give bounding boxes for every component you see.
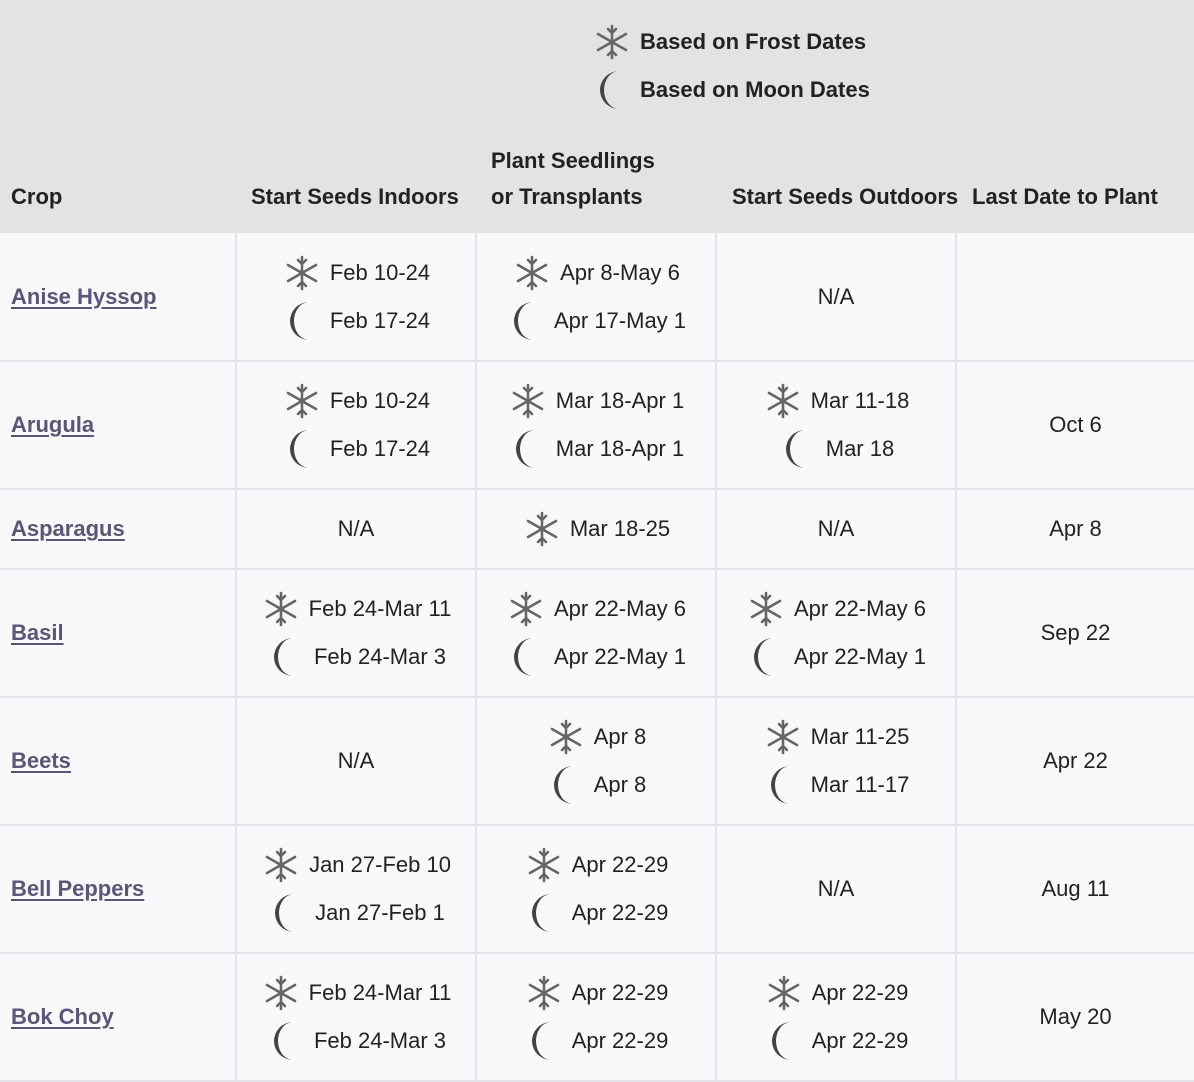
frost-date-entry [763,377,910,425]
frost-date-entry [261,969,452,1017]
crop-link[interactable]: Beets [11,748,71,773]
crescent-moon-icon [266,636,306,678]
table-row [0,569,1194,697]
indoors-dates [237,249,475,345]
outdoors-cell [716,697,956,825]
snowflake-icon [282,383,322,419]
outdoors-dates [717,377,955,473]
col-header-transplant [491,143,655,215]
outdoors-cell [716,233,956,361]
snowflake-icon [512,255,552,291]
outdoors-cell [716,825,956,953]
moon-date: Feb 24-Mar 3 [313,1028,447,1053]
snowflake-icon [524,975,564,1011]
crop-link[interactable]: Anise Hyssop [11,283,157,309]
snowflake-icon [763,383,803,419]
moon-date: Feb 17-24 [329,436,431,461]
col-header-last: Last Date to Plant [972,184,1158,209]
crescent-moon-icon [778,428,818,470]
snowflake-icon [282,255,322,291]
frost-date-entry [524,969,669,1017]
transplant-cell [476,361,716,489]
outdoors-cell [716,953,956,1081]
transplant-cell [476,825,716,953]
last-date-value: Aug 11 [1041,876,1110,901]
indoors-cell [236,569,476,697]
frost-date: Feb 10-24 [329,259,431,285]
snowflake-icon [524,847,564,883]
moon-date: Apr 17-May 1 [553,307,687,333]
snowflake-icon [592,24,632,60]
outdoors-value: N/A [817,283,855,309]
frost-date: Mar 11-25 [810,724,910,749]
frost-date: Feb 24-Mar 11 [308,980,452,1005]
crescent-moon-icon [764,1020,804,1062]
last-date-cell [956,825,1194,953]
crescent-moon-icon [524,892,564,934]
moon-date: Apr 22-29 [571,1028,669,1053]
moon-date-entry [546,761,647,809]
moon-date-entry [267,889,445,937]
snowflake-icon [764,975,804,1011]
last-date-value: Apr 8 [1049,516,1102,541]
table-row [0,953,1194,1081]
crescent-moon-icon [763,764,803,806]
frost-date-entry [508,377,684,425]
crop-link[interactable]: Bok Choy [11,1004,114,1029]
table-body [0,233,1194,1081]
moon-date: Apr 22-29 [571,900,669,925]
crescent-moon-icon [282,428,322,470]
frost-date-entry [282,377,430,425]
crescent-moon-icon [282,300,322,342]
last-date-value: Sep 22 [1040,620,1111,645]
frost-date: Feb 10-24 [329,388,431,413]
moon-date: Feb 17-24 [329,307,431,333]
frost-date-entry [746,585,926,633]
last-date-value: Oct 6 [1049,412,1102,437]
frost-date-entry [763,713,910,761]
frost-date: Mar 18-25 [569,516,671,541]
transplant-cell [476,569,716,697]
last-date-value: May 20 [1039,1004,1112,1029]
outdoors-cell [716,361,956,489]
table-header [0,0,1194,233]
moon-date-entry [266,633,446,681]
transplant-cell [476,697,716,825]
outdoors-dates [717,585,955,681]
crop-cell [0,489,236,569]
legend-moon [592,66,870,114]
moon-date-entry [506,633,686,681]
last-date-cell [956,361,1194,489]
indoors-cell [236,233,476,361]
snowflake-icon [261,591,301,627]
table-row [0,233,1194,361]
col-header-transplant-line2: or Transplants [491,184,643,209]
frost-date: Apr 22-29 [571,852,669,877]
outdoors-value: N/A [817,876,855,901]
moon-date: Mar 11-17 [810,772,910,797]
outdoors-cell [716,489,956,569]
moon-date: Feb 24-Mar 3 [313,644,447,669]
moon-date-entry [266,1017,446,1065]
outdoors-cell [716,569,956,697]
moon-date-entry [282,297,430,345]
frost-date-entry [546,713,647,761]
legend-frost-label: Based on Frost Dates [640,29,867,54]
indoors-dates [237,585,475,681]
crop-link[interactable]: Asparagus [11,516,125,541]
frost-date: Apr 22-May 6 [553,596,687,621]
frost-date: Apr 22-29 [571,980,669,1005]
crescent-moon-icon [508,428,548,470]
frost-date: Apr 8-May 6 [560,259,680,285]
moon-date-entry [282,425,430,473]
indoors-dates [237,841,475,937]
moon-date-entry [764,1017,909,1065]
moon-date: Jan 27-Feb 1 [315,900,445,925]
last-date-cell [956,569,1194,697]
crop-cell [0,825,236,953]
snowflake-icon [508,383,548,419]
frost-date: Mar 11-18 [810,388,910,413]
indoors-dates [237,969,475,1065]
indoors-dates [237,377,475,473]
table-row [0,361,1194,489]
indoors-cell [236,697,476,825]
transplant-cell [476,489,716,569]
moon-date: Apr 22-29 [811,1028,909,1053]
crop-cell [0,361,236,489]
transplant-dates [477,249,715,345]
moon-date: Apr 8 [593,772,647,797]
transplant-dates [477,969,715,1065]
moon-date-entry [763,761,910,809]
frost-date-entry [282,249,430,297]
indoors-cell [236,489,476,569]
snowflake-icon [546,719,586,755]
moon-date-entry [746,633,926,681]
outdoors-dates [717,713,955,809]
snowflake-icon [261,975,301,1011]
table-row [0,697,1194,825]
legend-moon-label: Based on Moon Dates [640,77,870,102]
frost-date-entry [522,505,670,553]
moon-date-entry [508,425,684,473]
planting-table [0,233,1194,1082]
last-date-cell [956,697,1194,825]
crescent-moon-icon [506,636,546,678]
frost-date-entry [512,249,680,297]
snowflake-icon [261,847,301,883]
crop-link[interactable]: Arugula [11,412,95,437]
last-date-value: Apr 22 [1043,748,1108,773]
transplant-dates [477,713,715,809]
last-date-cell [956,233,1194,361]
transplant-dates [477,377,715,473]
table-row [0,825,1194,953]
last-date-cell [956,489,1194,569]
frost-date: Apr 22-May 6 [793,596,927,621]
transplant-cell [476,953,716,1081]
indoors-value: N/A [337,748,375,773]
crop-link[interactable]: Basil [11,620,64,645]
transplant-cell [476,233,716,361]
moon-date-entry [524,1017,669,1065]
crescent-moon-icon [746,636,786,678]
frost-date: Apr 22-29 [811,980,909,1005]
moon-date-entry [524,889,669,937]
col-header-outdoors: Start Seeds Outdoors [732,184,959,209]
crop-cell [0,697,236,825]
last-date-cell [956,953,1194,1081]
moon-date: Apr 22-May 1 [553,644,687,669]
transplant-dates [477,585,715,681]
snowflake-icon [763,719,803,755]
crop-link[interactable]: Bell Peppers [11,876,145,901]
indoors-cell [236,361,476,489]
frost-date-entry [261,585,452,633]
frost-date: Feb 24-Mar 11 [308,596,452,621]
outdoors-dates [717,969,955,1065]
outdoors-value: N/A [817,516,855,541]
snowflake-icon [506,591,546,627]
crescent-moon-icon [266,1020,306,1062]
moon-date: Mar 18-Apr 1 [555,436,685,461]
frost-date-entry [261,841,451,889]
frost-date: Mar 18-Apr 1 [555,388,685,413]
crescent-moon-icon [546,764,586,806]
legend [592,18,870,114]
transplant-dates [477,841,715,937]
crescent-moon-icon [506,300,546,342]
crop-cell [0,953,236,1081]
moon-date: Apr 22-May 1 [793,644,927,669]
frost-date: Jan 27-Feb 10 [309,852,451,877]
snowflake-icon [522,511,562,547]
frost-date-entry [506,585,686,633]
moon-date: Mar 18 [825,436,895,461]
col-header-crop: Crop [11,184,63,209]
table-row [0,489,1194,569]
legend-frost [592,18,870,66]
frost-date: Apr 8 [593,724,647,749]
crescent-moon-icon [524,1020,564,1062]
snowflake-icon [746,591,786,627]
indoors-cell [236,825,476,953]
moon-date-entry [778,425,894,473]
frost-date-entry [524,841,669,889]
crop-cell [0,569,236,697]
indoors-cell [236,953,476,1081]
crop-cell [0,233,236,361]
indoors-value: N/A [337,516,375,541]
transplant-dates [477,505,715,553]
crescent-moon-icon [592,69,632,111]
moon-date-entry [506,297,686,345]
col-header-transplant-line1: Plant Seedlings [491,148,655,173]
crescent-moon-icon [267,892,307,934]
frost-date-entry [764,969,909,1017]
col-header-indoors: Start Seeds Indoors [251,184,459,209]
